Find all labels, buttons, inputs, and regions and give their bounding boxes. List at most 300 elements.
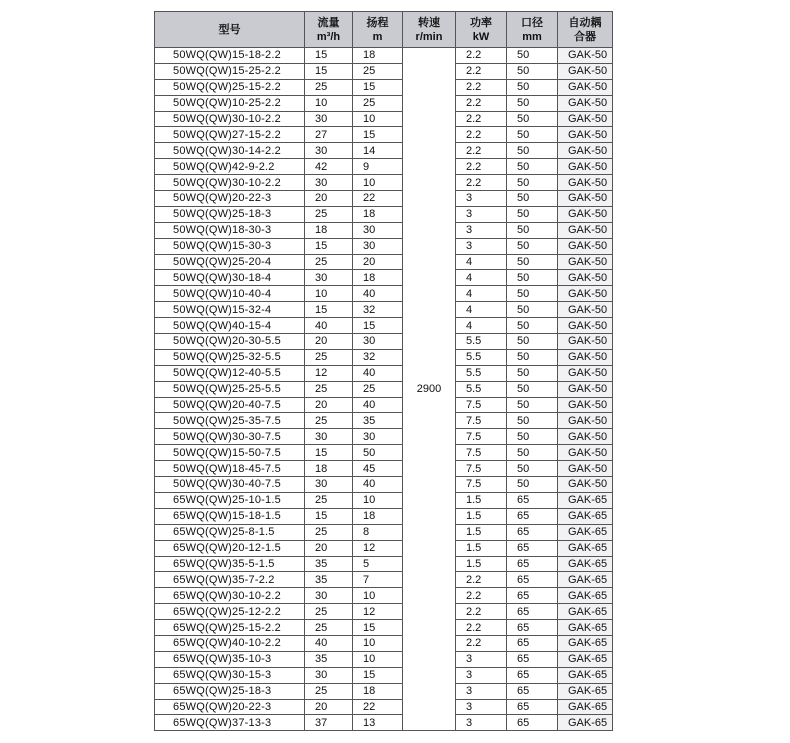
cell-coupler: GAK-65 [558,572,613,588]
cell-head: 50 [353,445,403,461]
cell-power: 3 [456,715,507,731]
cell-coupler: GAK-65 [558,715,613,731]
table-row [155,206,613,222]
cell-diameter: 50 [507,238,558,254]
cell-head: 32 [353,349,403,365]
cell-power: 5.5 [456,349,507,365]
cell-power: 2.2 [456,63,507,79]
cell-head: 35 [353,413,403,429]
cell-head: 18 [353,683,403,699]
cell-head: 30 [353,222,403,238]
cell-flow: 20 [305,699,353,715]
cell-coupler: GAK-65 [558,651,613,667]
table-row [155,191,613,207]
cell-head: 18 [353,206,403,222]
cell-head: 13 [353,715,403,731]
cell-coupler: GAK-65 [558,699,613,715]
cell-diameter: 50 [507,334,558,350]
cell-head: 30 [353,238,403,254]
cell-diameter: 65 [507,588,558,604]
cell-model: 65WQ(QW)35-5-1.5 [155,556,305,572]
cell-diameter: 50 [507,365,558,381]
cell-model: 65WQ(QW)25-15-2.2 [155,620,305,636]
cell-head: 15 [353,667,403,683]
cell-diameter: 65 [507,715,558,731]
cell-head: 18 [353,508,403,524]
cell-head: 10 [353,635,403,651]
cell-power: 2.2 [456,127,507,143]
cell-model: 65WQ(QW)30-15-3 [155,667,305,683]
cell-power: 3 [456,699,507,715]
cell-diameter: 50 [507,79,558,95]
cell-diameter: 65 [507,540,558,556]
cell-coupler: GAK-50 [558,365,613,381]
cell-flow: 25 [305,604,353,620]
cell-power: 5.5 [456,381,507,397]
cell-diameter: 50 [507,397,558,413]
cell-coupler: GAK-65 [558,667,613,683]
table-row [155,318,613,334]
cell-coupler: GAK-50 [558,222,613,238]
cell-coupler: GAK-50 [558,477,613,493]
table-row [155,445,613,461]
cell-diameter: 65 [507,604,558,620]
cell-coupler: GAK-50 [558,79,613,95]
cell-model: 50WQ(QW)30-10-2.2 [155,111,305,127]
cell-model: 50WQ(QW)30-14-2.2 [155,143,305,159]
cell-model: 50WQ(QW)15-50-7.5 [155,445,305,461]
cell-diameter: 50 [507,206,558,222]
cell-flow: 30 [305,270,353,286]
cell-power: 7.5 [456,413,507,429]
header-speed: 转速 r/min [403,12,456,48]
cell-flow: 25 [305,492,353,508]
cell-coupler: GAK-50 [558,63,613,79]
cell-power: 5.5 [456,334,507,350]
table-row [155,715,613,731]
cell-diameter: 50 [507,318,558,334]
cell-speed: 2900 [403,48,456,731]
cell-diameter: 65 [507,667,558,683]
cell-diameter: 50 [507,175,558,191]
table-row [155,620,613,636]
cell-model: 50WQ(QW)10-25-2.2 [155,95,305,111]
cell-diameter: 50 [507,111,558,127]
table-row [155,222,613,238]
cell-power: 4 [456,270,507,286]
cell-flow: 10 [305,95,353,111]
cell-flow: 30 [305,667,353,683]
cell-coupler: GAK-50 [558,127,613,143]
cell-power: 3 [456,651,507,667]
cell-diameter: 65 [507,635,558,651]
cell-flow: 25 [305,381,353,397]
cell-model: 50WQ(QW)25-35-7.5 [155,413,305,429]
cell-diameter: 50 [507,445,558,461]
cell-model: 65WQ(QW)35-10-3 [155,651,305,667]
cell-power: 2.2 [456,620,507,636]
cell-coupler: GAK-50 [558,381,613,397]
cell-power: 3 [456,206,507,222]
cell-power: 3 [456,667,507,683]
cell-head: 9 [353,159,403,175]
cell-diameter: 50 [507,429,558,445]
cell-coupler: GAK-65 [558,540,613,556]
cell-coupler: GAK-65 [558,524,613,540]
cell-flow: 40 [305,318,353,334]
cell-model: 50WQ(QW)42-9-2.2 [155,159,305,175]
header-diameter: 口径 mm [507,12,558,48]
cell-head: 40 [353,286,403,302]
cell-head: 15 [353,318,403,334]
cell-coupler: GAK-65 [558,588,613,604]
cell-flow: 25 [305,206,353,222]
cell-head: 40 [353,397,403,413]
cell-model: 65WQ(QW)20-12-1.5 [155,540,305,556]
cell-power: 7.5 [456,397,507,413]
table-row [155,588,613,604]
cell-coupler: GAK-50 [558,206,613,222]
cell-power: 1.5 [456,540,507,556]
cell-diameter: 65 [507,620,558,636]
cell-diameter: 50 [507,477,558,493]
cell-head: 22 [353,699,403,715]
cell-head: 10 [353,492,403,508]
cell-coupler: GAK-65 [558,492,613,508]
cell-coupler: GAK-50 [558,445,613,461]
cell-flow: 20 [305,397,353,413]
table-row [155,492,613,508]
header-flow: 流量 m³/h [305,12,353,48]
cell-diameter: 65 [507,572,558,588]
cell-coupler: GAK-50 [558,286,613,302]
cell-power: 2.2 [456,143,507,159]
cell-diameter: 65 [507,556,558,572]
table-row [155,683,613,699]
cell-power: 1.5 [456,556,507,572]
cell-power: 3 [456,683,507,699]
cell-model: 65WQ(QW)40-10-2.2 [155,635,305,651]
cell-coupler: GAK-50 [558,238,613,254]
table-row [155,270,613,286]
cell-flow: 30 [305,429,353,445]
cell-model: 50WQ(QW)20-30-5.5 [155,334,305,350]
cell-flow: 25 [305,79,353,95]
cell-model: 65WQ(QW)15-18-1.5 [155,508,305,524]
cell-flow: 35 [305,651,353,667]
cell-head: 15 [353,620,403,636]
cell-diameter: 65 [507,492,558,508]
cell-coupler: GAK-65 [558,683,613,699]
cell-model: 65WQ(QW)35-7-2.2 [155,572,305,588]
cell-power: 2.2 [456,604,507,620]
table-row [155,79,613,95]
cell-power: 3 [456,238,507,254]
cell-coupler: GAK-50 [558,254,613,270]
cell-head: 7 [353,572,403,588]
cell-model: 65WQ(QW)25-10-1.5 [155,492,305,508]
cell-head: 40 [353,477,403,493]
cell-coupler: GAK-50 [558,175,613,191]
cell-flow: 18 [305,461,353,477]
cell-coupler: GAK-50 [558,95,613,111]
cell-flow: 20 [305,334,353,350]
cell-coupler: GAK-50 [558,397,613,413]
cell-power: 1.5 [456,508,507,524]
cell-flow: 30 [305,477,353,493]
cell-diameter: 50 [507,349,558,365]
cell-power: 4 [456,286,507,302]
cell-head: 8 [353,524,403,540]
table-row [155,111,613,127]
cell-model: 50WQ(QW)10-40-4 [155,286,305,302]
table-row [155,95,613,111]
table-row [155,48,613,64]
table-row [155,143,613,159]
cell-head: 10 [353,175,403,191]
table-row [155,651,613,667]
cell-diameter: 50 [507,254,558,270]
cell-flow: 27 [305,127,353,143]
cell-flow: 15 [305,238,353,254]
cell-coupler: GAK-50 [558,111,613,127]
cell-model: 50WQ(QW)12-40-5.5 [155,365,305,381]
cell-model: 50WQ(QW)25-18-3 [155,206,305,222]
table-row [155,286,613,302]
cell-model: 50WQ(QW)30-30-7.5 [155,429,305,445]
cell-flow: 15 [305,445,353,461]
cell-diameter: 50 [507,159,558,175]
cell-head: 40 [353,365,403,381]
cell-diameter: 65 [507,508,558,524]
cell-flow: 10 [305,286,353,302]
cell-coupler: GAK-50 [558,143,613,159]
cell-flow: 25 [305,413,353,429]
table-row [155,429,613,445]
table-row [155,349,613,365]
cell-model: 50WQ(QW)20-22-3 [155,191,305,207]
table-row [155,365,613,381]
cell-power: 4 [456,318,507,334]
table-row [155,635,613,651]
cell-diameter: 50 [507,127,558,143]
table-row [155,159,613,175]
cell-flow: 25 [305,349,353,365]
cell-flow: 25 [305,254,353,270]
cell-power: 2.2 [456,572,507,588]
cell-head: 25 [353,95,403,111]
cell-head: 15 [353,79,403,95]
table-row [155,127,613,143]
cell-power: 7.5 [456,477,507,493]
cell-head: 18 [353,48,403,64]
header-coupler: 自动耦 合器 [558,12,613,48]
cell-coupler: GAK-50 [558,349,613,365]
cell-head: 10 [353,111,403,127]
cell-flow: 20 [305,191,353,207]
table-row [155,238,613,254]
cell-coupler: GAK-65 [558,620,613,636]
table-row [155,699,613,715]
cell-diameter: 50 [507,286,558,302]
cell-flow: 25 [305,524,353,540]
table-row [155,302,613,318]
cell-power: 7.5 [456,429,507,445]
cell-model: 65WQ(QW)25-8-1.5 [155,524,305,540]
cell-coupler: GAK-65 [558,556,613,572]
cell-power: 2.2 [456,175,507,191]
cell-coupler: GAK-50 [558,48,613,64]
table-body [155,48,613,731]
cell-power: 1.5 [456,492,507,508]
cell-diameter: 50 [507,191,558,207]
cell-power: 2.2 [456,111,507,127]
cell-power: 2.2 [456,79,507,95]
cell-flow: 18 [305,222,353,238]
cell-diameter: 50 [507,63,558,79]
cell-head: 30 [353,429,403,445]
cell-model: 50WQ(QW)25-15-2.2 [155,79,305,95]
cell-power: 3 [456,191,507,207]
cell-head: 30 [353,334,403,350]
cell-coupler: GAK-50 [558,270,613,286]
cell-power: 3 [456,222,507,238]
cell-diameter: 65 [507,683,558,699]
cell-flow: 42 [305,159,353,175]
table-row [155,667,613,683]
cell-flow: 35 [305,556,353,572]
cell-model: 50WQ(QW)25-20-4 [155,254,305,270]
cell-coupler: GAK-50 [558,461,613,477]
cell-flow: 15 [305,302,353,318]
cell-model: 50WQ(QW)15-32-4 [155,302,305,318]
cell-model: 65WQ(QW)25-12-2.2 [155,604,305,620]
cell-model: 50WQ(QW)15-18-2.2 [155,48,305,64]
table-row [155,175,613,191]
cell-model: 50WQ(QW)25-32-5.5 [155,349,305,365]
cell-power: 7.5 [456,445,507,461]
cell-coupler: GAK-65 [558,635,613,651]
cell-model: 50WQ(QW)30-18-4 [155,270,305,286]
cell-head: 32 [353,302,403,318]
cell-coupler: GAK-65 [558,508,613,524]
cell-head: 12 [353,604,403,620]
table-row [155,556,613,572]
cell-coupler: GAK-50 [558,318,613,334]
cell-model: 50WQ(QW)27-15-2.2 [155,127,305,143]
cell-model: 65WQ(QW)25-18-3 [155,683,305,699]
pump-spec-table [154,11,613,731]
cell-power: 4 [456,254,507,270]
header-row [155,12,613,48]
cell-flow: 15 [305,48,353,64]
cell-coupler: GAK-50 [558,302,613,318]
cell-flow: 35 [305,572,353,588]
cell-coupler: GAK-50 [558,334,613,350]
cell-diameter: 50 [507,302,558,318]
cell-model: 65WQ(QW)20-22-3 [155,699,305,715]
table-row [155,381,613,397]
cell-coupler: GAK-50 [558,413,613,429]
cell-head: 14 [353,143,403,159]
cell-diameter: 65 [507,651,558,667]
cell-coupler: GAK-50 [558,159,613,175]
cell-power: 2.2 [456,588,507,604]
cell-model: 50WQ(QW)20-40-7.5 [155,397,305,413]
cell-model: 65WQ(QW)30-10-2.2 [155,588,305,604]
table-header [155,12,613,48]
cell-power: 2.2 [456,635,507,651]
cell-model: 50WQ(QW)18-45-7.5 [155,461,305,477]
cell-flow: 20 [305,540,353,556]
cell-power: 7.5 [456,461,507,477]
cell-head: 18 [353,270,403,286]
cell-power: 2.2 [456,159,507,175]
header-power: 功率 kW [456,12,507,48]
cell-head: 25 [353,381,403,397]
cell-head: 12 [353,540,403,556]
cell-coupler: GAK-50 [558,191,613,207]
cell-head: 25 [353,63,403,79]
table-row [155,477,613,493]
cell-flow: 30 [305,175,353,191]
cell-flow: 37 [305,715,353,731]
cell-diameter: 50 [507,413,558,429]
cell-diameter: 65 [507,524,558,540]
table-row [155,334,613,350]
cell-model: 50WQ(QW)25-25-5.5 [155,381,305,397]
table-row [155,63,613,79]
cell-head: 10 [353,588,403,604]
cell-coupler: GAK-50 [558,429,613,445]
cell-coupler: GAK-65 [558,604,613,620]
cell-diameter: 50 [507,222,558,238]
cell-model: 50WQ(QW)40-15-4 [155,318,305,334]
cell-model: 50WQ(QW)30-40-7.5 [155,477,305,493]
cell-diameter: 50 [507,461,558,477]
cell-flow: 25 [305,683,353,699]
cell-flow: 15 [305,63,353,79]
table-row [155,413,613,429]
table-row [155,524,613,540]
table-row [155,540,613,556]
cell-head: 20 [353,254,403,270]
cell-flow: 30 [305,111,353,127]
table-row [155,508,613,524]
cell-model: 50WQ(QW)18-30-3 [155,222,305,238]
cell-diameter: 50 [507,270,558,286]
cell-flow: 40 [305,635,353,651]
cell-flow: 30 [305,588,353,604]
cell-head: 5 [353,556,403,572]
table-row [155,461,613,477]
cell-head: 10 [353,651,403,667]
cell-model: 65WQ(QW)37-13-3 [155,715,305,731]
table-row [155,254,613,270]
cell-head: 15 [353,127,403,143]
cell-diameter: 50 [507,143,558,159]
cell-head: 45 [353,461,403,477]
cell-diameter: 50 [507,48,558,64]
cell-flow: 30 [305,143,353,159]
header-head: 扬程 m [353,12,403,48]
cell-power: 5.5 [456,365,507,381]
cell-power: 2.2 [456,95,507,111]
cell-power: 1.5 [456,524,507,540]
cell-diameter: 50 [507,381,558,397]
header-model: 型号 [155,12,305,48]
table-row [155,604,613,620]
